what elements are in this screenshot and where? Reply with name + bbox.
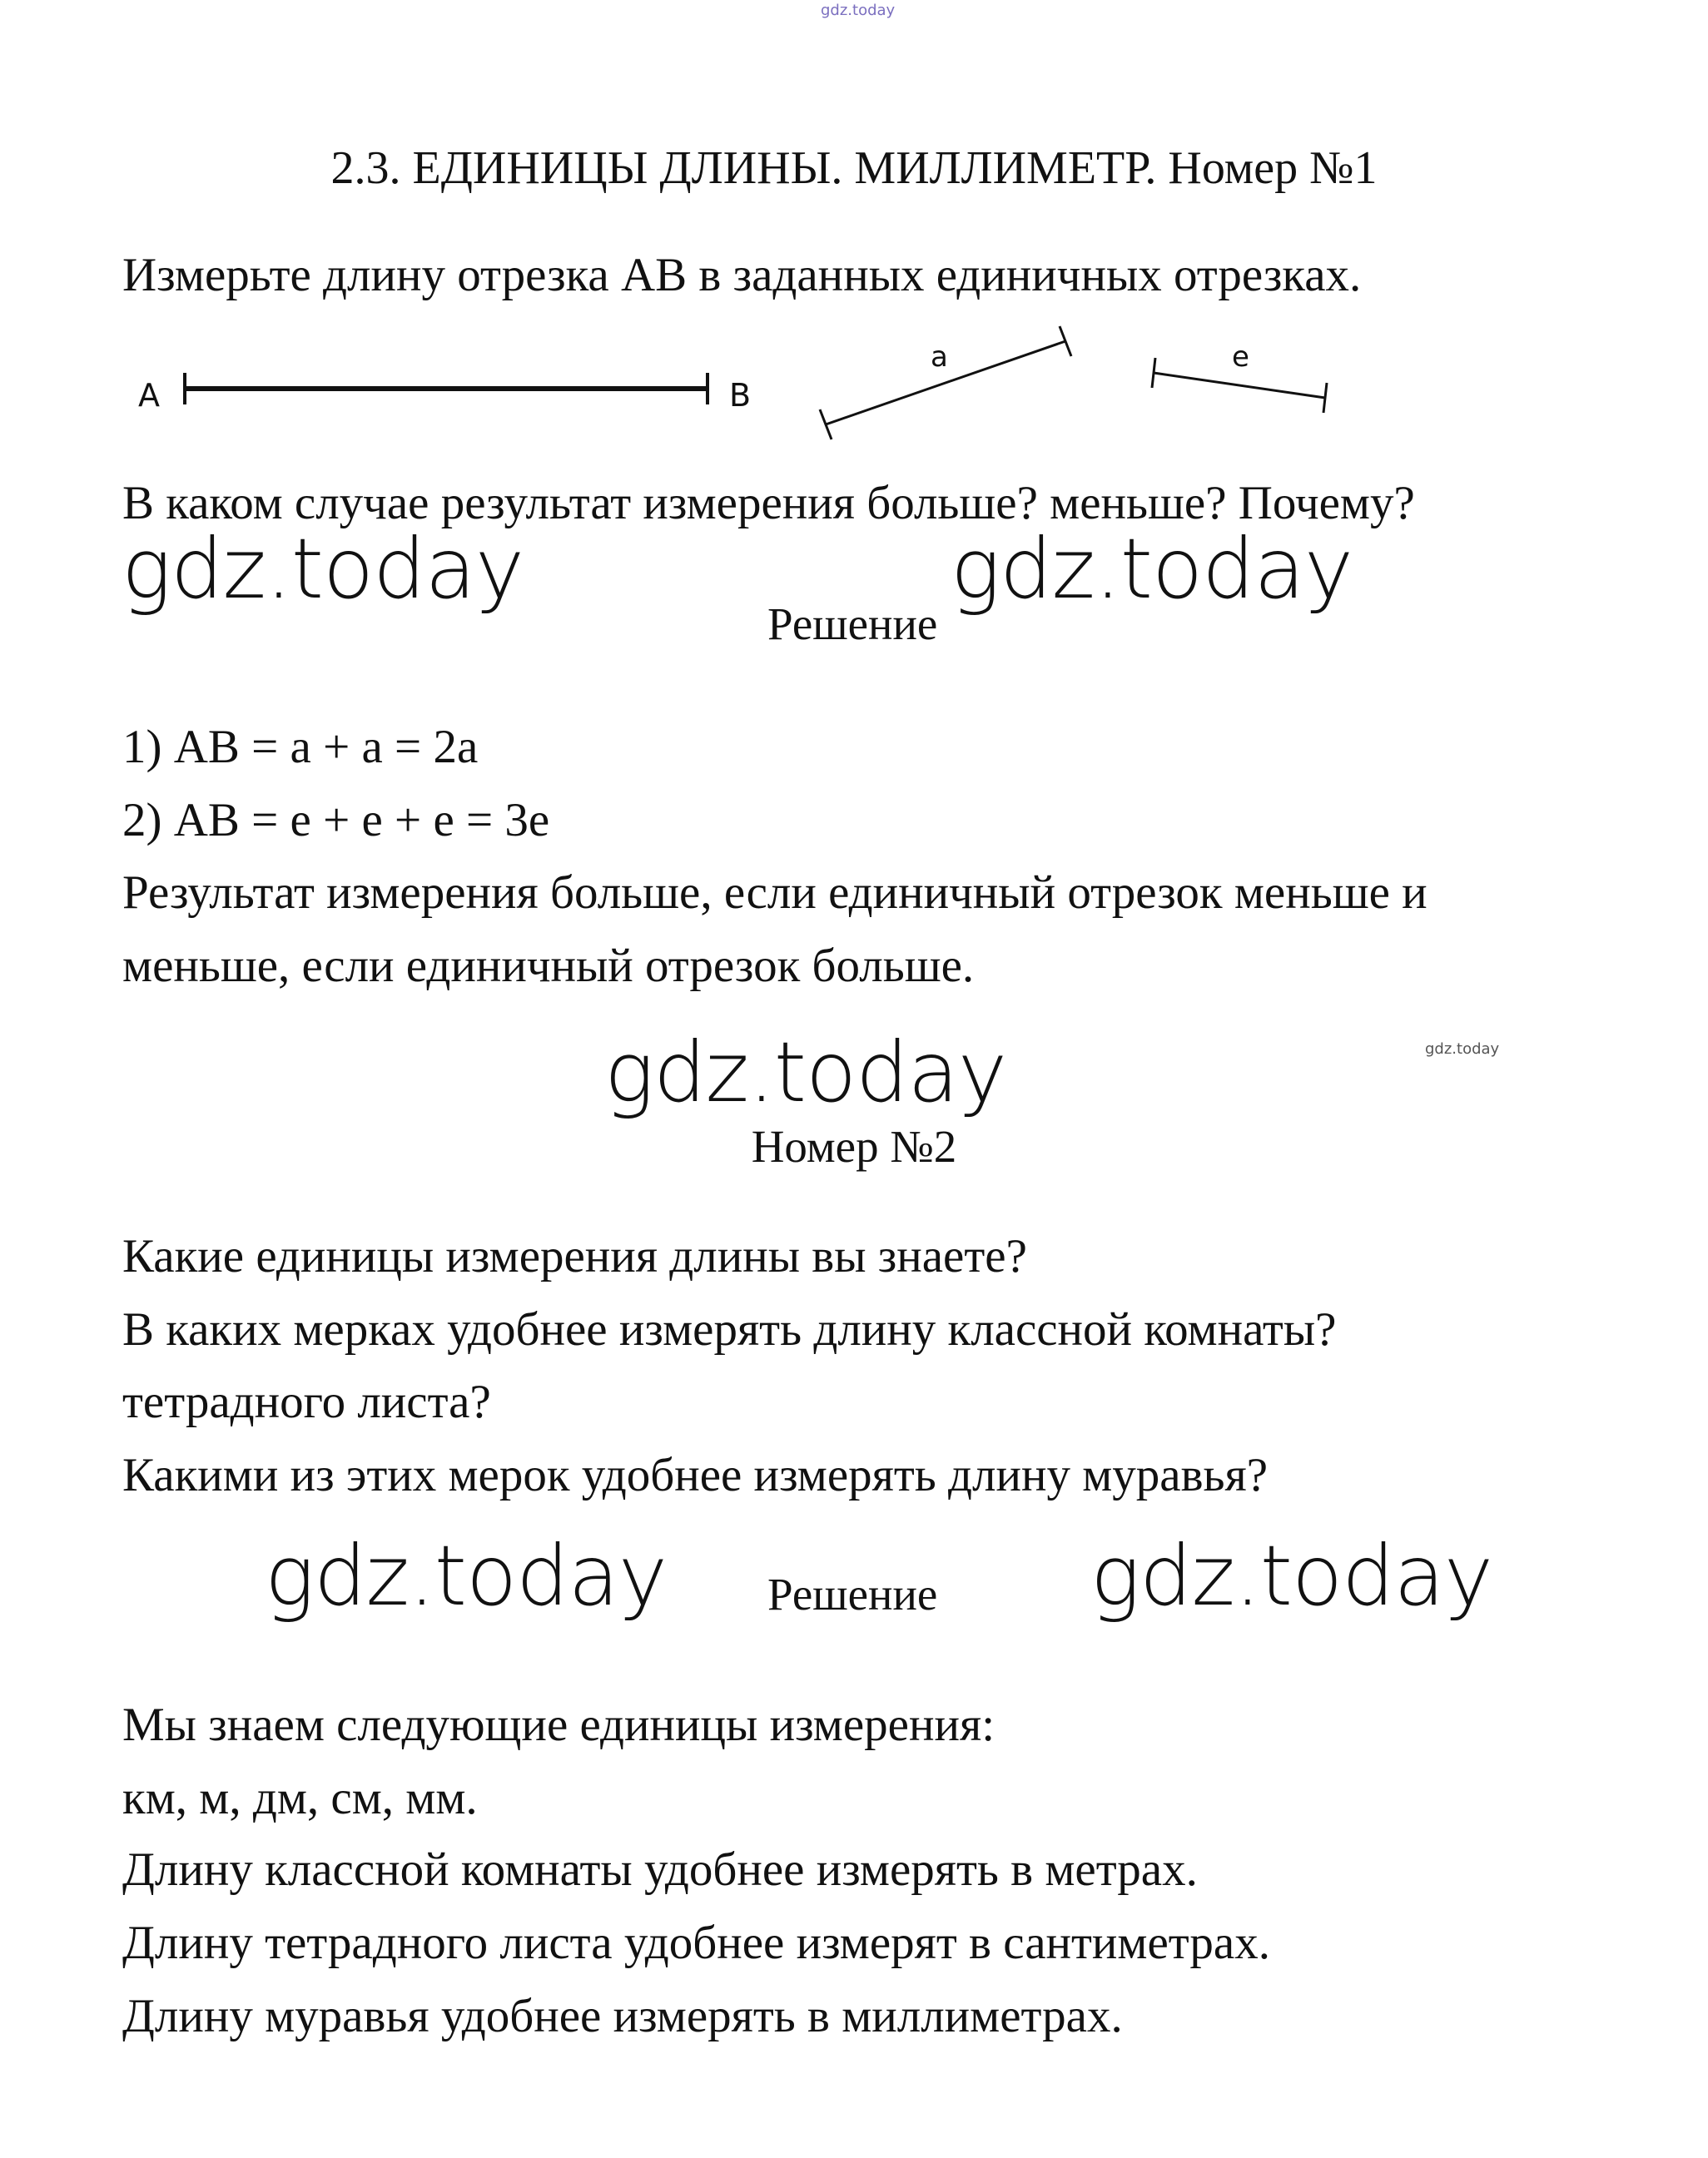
watermark-big: gdz.today [1090, 1527, 1493, 1625]
problem2-question: В каких мерках удобнее измерять длину классной комнаты? [122, 1303, 1337, 1356]
solution-label-1: Решение [767, 598, 938, 649]
answer-line: км, м, дм, см, мм. [122, 1772, 478, 1824]
answer-line: Мы знаем следующие единицы измерения: [122, 1699, 996, 1751]
problem2-question: Какие единицы измерения длины вы знаете? [122, 1230, 1027, 1282]
unit-a-label: a [931, 340, 948, 374]
watermark-big: gdz.today [265, 1527, 668, 1625]
problem2-question: Какими из этих мерок удобнее измерять длину муравья? [122, 1449, 1269, 1501]
point-b-label: B [729, 377, 752, 414]
answer-line: меньше, если единичный отрезок больше. [122, 940, 975, 992]
segment-ab [185, 373, 708, 404]
watermark-big: gdz.today [951, 520, 1353, 618]
answer-line: 1) АВ = а + а = 2а [122, 721, 479, 773]
unit-e-label: e [1232, 340, 1249, 374]
watermark-top: gdz.today [821, 2, 896, 19]
problem2-question: тетрадного листа? [122, 1376, 491, 1428]
problem2-title: Номер №2 [751, 1121, 957, 1172]
answer-line: Длину муравья удобнее измерять в миллиметрах. [122, 1990, 1123, 2042]
answer-line: Длину тетрадного листа удобнее измерят в сантиметрах. [122, 1917, 1270, 1969]
answer-line: 2) АВ = е + е + е = 3е [122, 794, 550, 846]
problem1-question-2: В каком случае результат измерения больше? меньше? Почему? [122, 477, 1415, 529]
answer-line: Длину классной комнаты удобнее измерять в метрах. [122, 1843, 1198, 1896]
segments-figure [0, 316, 1708, 458]
watermark-small-right: gdz.today [1425, 1040, 1500, 1058]
page-title: 2.3. ЕДИНИЦЫ ДЛИНЫ. МИЛЛИМЕТР. Номер №1 [330, 142, 1378, 194]
point-a-label: A [138, 377, 160, 414]
solution-label-2: Решение [767, 1569, 938, 1620]
problem1-question: Измерьте длину отрезка АВ в заданных единичных отрезках. [122, 249, 1362, 301]
watermark-big: gdz.today [604, 1024, 1007, 1121]
watermark-big: gdz.today [122, 520, 524, 618]
answer-line: Результат измерения больше, если единичный отрезок меньше и [122, 866, 1427, 919]
